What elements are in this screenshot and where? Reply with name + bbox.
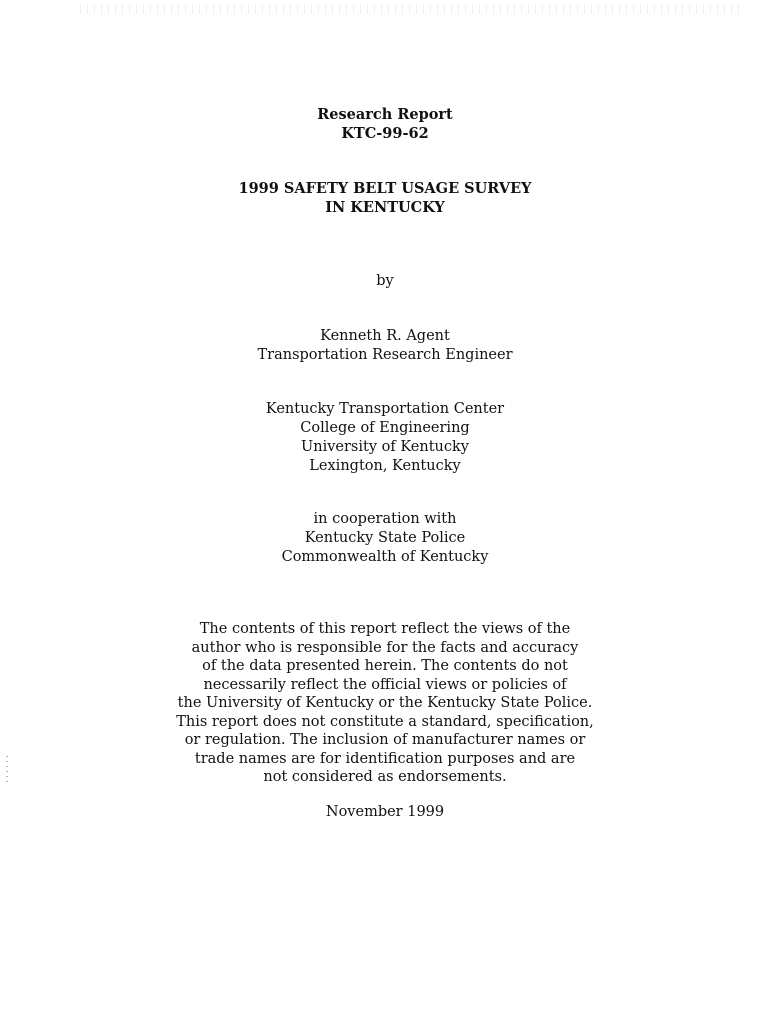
institution-college: College of Engineering	[300, 420, 470, 436]
title-line-2: IN KENTUCKY	[325, 199, 445, 216]
institution-university: University of Kentucky	[301, 439, 469, 455]
disclaimer-line: The contents of this report reflect the views of the	[199, 621, 571, 637]
disclaimer-line: or regulation. The inclusion of manufacturer names or	[184, 732, 586, 748]
report-number: KTC-99-62	[341, 125, 429, 142]
by-line	[0, 272, 770, 291]
disclaimer-line: trade names are for identification purposes and are	[194, 750, 576, 767]
cooperation-agency: Kentucky State Police	[304, 530, 466, 546]
disclaimer-block	[0, 620, 770, 787]
disclaimer-line: the University of Kentucky or the Kentucky State Police.	[177, 695, 593, 711]
title-line-1: 1999 SAFETY BELT USAGE SURVEY	[238, 180, 532, 197]
institution-block	[0, 400, 770, 476]
scan-noise	[80, 4, 740, 14]
institution-center: Kentucky Transportation Center	[265, 401, 505, 417]
author-block	[0, 327, 770, 365]
report-title	[0, 179, 770, 217]
report-header	[0, 105, 770, 143]
author-name: Kenneth R. Agent	[320, 328, 450, 344]
date-block	[0, 803, 770, 822]
publication-date: November 1999	[325, 804, 445, 820]
author-role: Transportation Research Engineer	[257, 347, 513, 363]
cooperation-state: Commonwealth of Kentucky	[281, 549, 489, 565]
cooperation-block	[0, 510, 770, 567]
by-text: by	[376, 273, 394, 289]
report-label: Research Report	[317, 106, 453, 123]
disclaimer-line: not considered as endorsements.	[263, 769, 507, 785]
disclaimer-line: necessarily reflect the official views or policies of	[203, 676, 567, 693]
disclaimer-line: of the data presented herein. The contents do not	[202, 658, 568, 674]
disclaimer-line: author who is responsible for the facts and accuracy	[191, 639, 579, 656]
cooperation-intro: in cooperation with	[313, 511, 457, 527]
institution-location: Lexington, Kentucky	[309, 458, 461, 474]
disclaimer-line: This report does not constitute a standard, specification,	[176, 713, 594, 730]
